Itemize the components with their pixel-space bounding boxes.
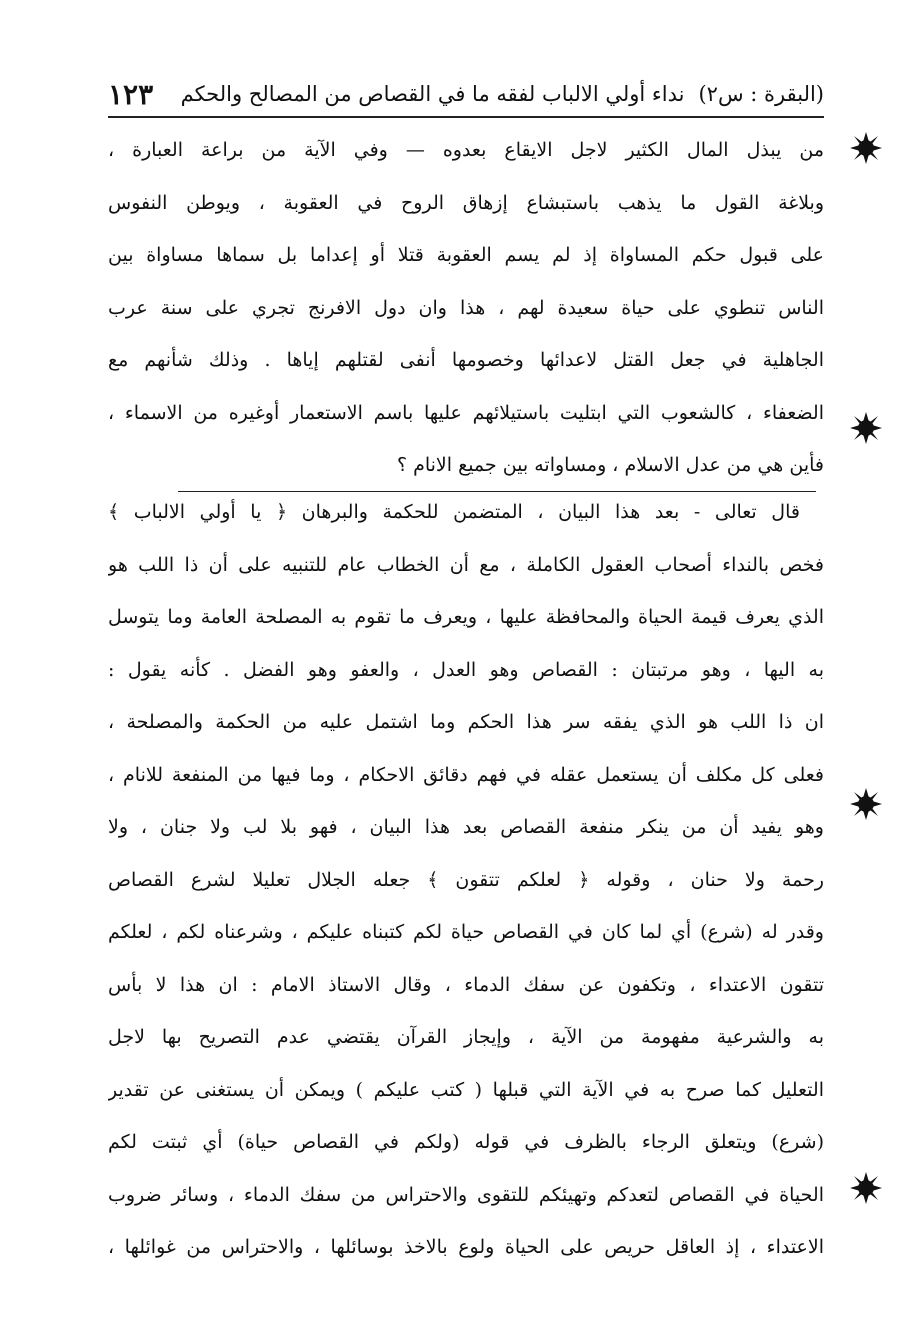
header-subject: (البقرة : س٢) [698, 82, 824, 106]
page-header [108, 74, 824, 114]
header-rule [108, 116, 824, 118]
text-line: فعلى كل مكلف أن يستعمل عقله في فهم دقائق الاحكام ، وما فيها من المنفعة للانام ، [108, 763, 824, 786]
text-line: تتقون الاعتداء ، وتكفون عن سفك الدماء ، وقال الاستاذ الامام : ان هذا لا بأس [108, 973, 824, 996]
text-line: الذي يعرف قيمة الحياة والمحافظة عليها ، ويعرف ما تقوم به المصلحة العامة وما يتوسل [108, 606, 824, 628]
sun-ornament-icon [846, 784, 886, 824]
text-line: الاعتداء ، إذ العاقل حريص على الحياة ولوع بالاخذ بوسائلها ، والاحتراس من غوائلها ، [108, 1236, 824, 1258]
text-line: وهو يفيد أن من ينكر منفعة القصاص بعد هذا البيان ، فهو بلا لب ولا جنان ، ولا [108, 816, 824, 838]
text-line: ان ذا اللب هو الذي يفقه سر هذا الحكم وما اشتمل عليه من الحكمة والمصلحة ، [108, 711, 824, 733]
sun-ornament-icon [846, 1168, 886, 1208]
text-line: من يبذل المال الكثير لاجل الايقاع بعدوه — وفي الآية من براعة العبارة ، [108, 139, 824, 161]
header-title: نداء أولي الالباب لفقه ما في القصاص من المصالح والحكم [180, 82, 685, 106]
text-line: وبلاغة القول ما يذهب باستبشاع إزهاق الروح في العقوبة ، ويوطن النفوس [108, 191, 824, 214]
text-line: (شرع) ويتعلق الرجاء بالظرف في قوله (ولكم في القصاص حياة) أي ثبتت لكم [108, 1131, 824, 1153]
page-number: ١٢٣ [108, 77, 154, 111]
text-line: به اليها ، وهو مرتبتان : القصاص وهو العدل ، والعفو وهو الفضل . كأنه يقول : [108, 658, 824, 681]
text-line: الجاهلية في جعل القتل لاعدائها وخصومها أنفى لقتلهم إياها . وذلك شأنهم مع [108, 349, 824, 371]
text-line: على قبول حكم المساواة إذ لم يسم العقوبة قتلا أو إعداما بل سماها مساواة بين [108, 244, 824, 266]
paragraph-1 [108, 124, 824, 492]
paragraph-2 [108, 486, 824, 1274]
sun-ornament-icon [846, 128, 886, 168]
text-line: الحياة في القصاص لتعدكم وتهيئكم للتقوى والاحتراس من سفك الدماء ، وسائر ضروب [108, 1183, 824, 1206]
text-line: وقدر له (شرع) أي لما كان في القصاص حياة لكم كتبناه عليكم ، وشرعناه لكم ، لعلكم [108, 921, 824, 943]
text-line: فأين هي من عدل الاسلام ، ومساواته بين جميع الانام ؟ [396, 454, 824, 476]
text-line: الضعفاء ، كالشعوب التي ابتليت باستيلائهم عليها باسم الاستعمار أوغيره من الاسماء ، [108, 401, 824, 424]
text-line: فخص بالنداء أصحاب العقول الكاملة ، مع أن الخطاب عام للتنبيه على أن ذا اللب هو [108, 553, 824, 576]
text-line: به والشرعية مفهومة من الآية ، وإيجاز القرآن يقتضي عدم التصريح بها لاجل [108, 1026, 824, 1048]
text-line: قال تعالى - بعد هذا البيان ، المتضمن للحكمة والبرهان ﴿ يا أولي الالباب ﴾ [108, 501, 800, 523]
text-line: التعليل كما صرح به في الآية التي قبلها ( كتب عليكم ) ويمكن أن يستغنى عن تقدير [108, 1078, 824, 1101]
sun-ornament-icon [846, 408, 886, 448]
text-line: الناس تنطوي على حياة سعيدة لهم ، هذا وان دول الافرنج تجري على سنة عرب [108, 296, 824, 319]
text-line: رحمة ولا حنان ، وقوله ﴿ لعلكم تتقون ﴾ جعله الجلال تعليلا لشرع القصاص [108, 868, 824, 891]
